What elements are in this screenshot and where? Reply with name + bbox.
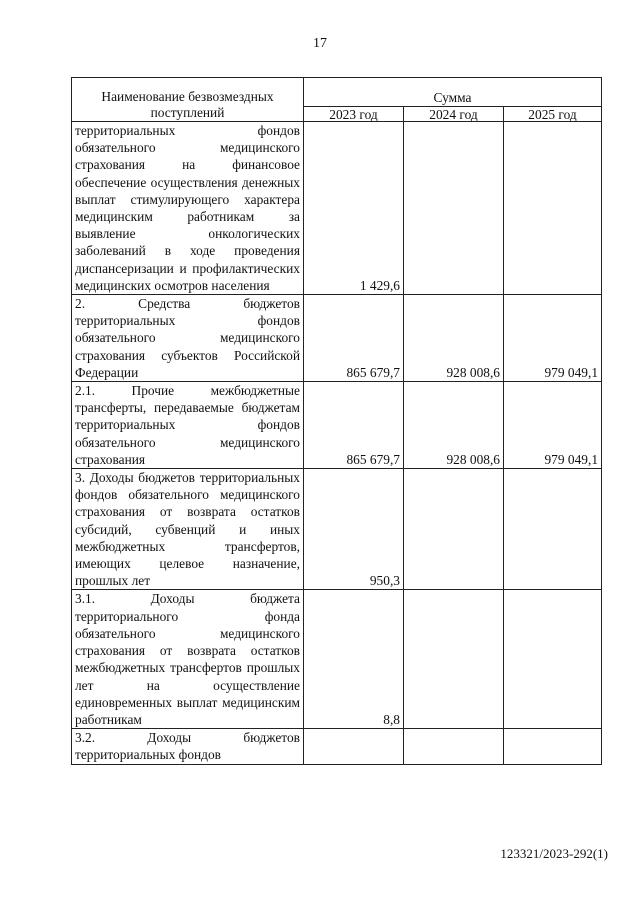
column-header-sum: Сумма [304,78,602,107]
value-2024 [404,122,504,295]
column-header-name: Наименование безвозмездных поступлений [72,78,304,122]
value-2024: 928 008,6 [404,295,504,382]
value-2024 [404,729,504,764]
column-header-2025: 2025 год [504,107,602,122]
table-row [72,590,602,729]
value-2023: 865 679,7 [304,295,404,382]
value-2023: 8,8 [304,590,404,729]
value-2025 [504,122,602,295]
table-row [72,469,602,590]
table-header-row [72,78,602,107]
value-2023: 950,3 [304,469,404,590]
value-2024 [404,469,504,590]
document-id: 123321/2023-292(1) [500,846,608,861]
row-name: 2. Средства бюджетов территориальных фондов обязательного медицинского страхования субъектов Российской Федерации [72,295,304,382]
value-2023 [304,729,404,764]
value-2025 [504,729,602,764]
value-2025 [504,590,602,729]
row-name: 3. Доходы бюджетов территориальных фондов обязательного медицинского страхования от возврата остатков субсидий, субвенций и иных межбюджетных трансфертов, имеющих целевое назначение, прошлых лет [72,469,304,590]
table-row [72,295,602,382]
table-row [72,382,602,469]
value-2023: 865 679,7 [304,382,404,469]
value-2023: 1 429,6 [304,122,404,295]
value-2024 [404,590,504,729]
page-number: 17 [313,36,327,51]
row-name: 3.2. Доходы бюджетов территориальных фондов [72,729,304,764]
row-name: 3.1. Доходы бюджета территориального фонда обязательного медицинского страхования от возврата остатков межбюджетных трансфертов прошлых лет на осуществление единовременных выплат медицинским работникам [72,590,304,729]
value-2025 [504,469,602,590]
row-name: территориальных фондов обязательного медицинского страхования на финансовое обеспечение осуществления денежных выплат стимулирующего характера медицинским работникам за выявление онкологических заболеваний в ходе проведения диспансеризации и профилактических медицинских осмотров населения [72,122,304,295]
column-header-2023: 2023 год [304,107,404,122]
revenue-table [71,77,602,765]
value-2024: 928 008,6 [404,382,504,469]
table-row [72,122,602,295]
column-header-2024: 2024 год [404,107,504,122]
table-row [72,729,602,764]
value-2025: 979 049,1 [504,382,602,469]
value-2025: 979 049,1 [504,295,602,382]
row-name: 2.1. Прочие межбюджетные трансферты, передаваемые бюджетам территориальных фондов обязательного медицинского страхования [72,382,304,469]
